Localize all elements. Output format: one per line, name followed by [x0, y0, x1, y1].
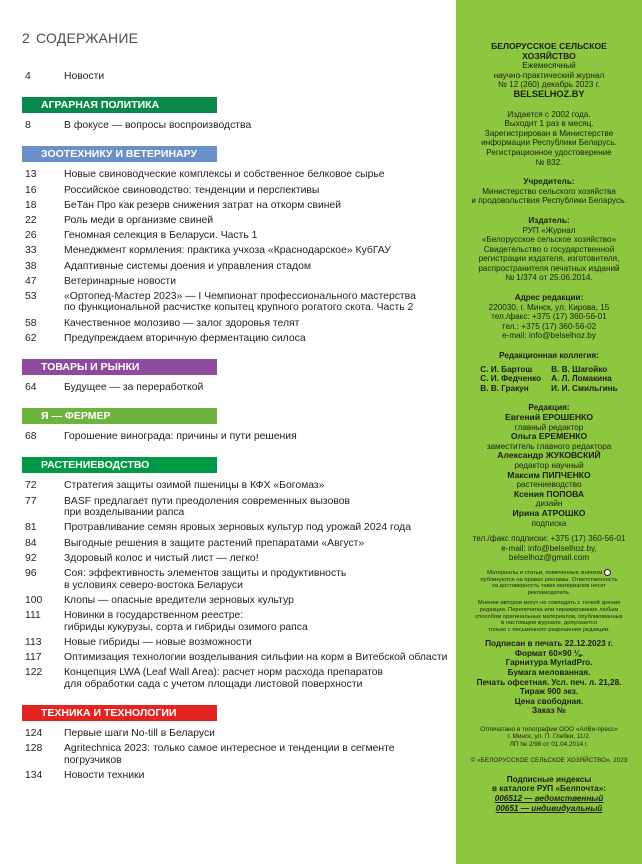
- toc-page-number: 96: [25, 567, 37, 579]
- founder-1: Министерство сельского хозяйства: [482, 186, 616, 196]
- print-date: Подписан в печать 22.12.2023 г.: [485, 639, 613, 649]
- toc-entry-line: Протравливание семян яровых зерновых культур под урожай 2024 года: [64, 522, 412, 534]
- toc-entry[interactable]: [22, 318, 450, 333]
- toc-entry-title: [64, 215, 450, 227]
- ad-note-4: рекламодатель.: [527, 589, 571, 596]
- toc-page-number: 128: [25, 743, 43, 755]
- toc-entry-line: Будущее — за переработкой: [64, 382, 204, 394]
- toc-entry-line: Менеджмент кормления: практика учхоза «Краснодарское» КубГАУ: [64, 245, 391, 257]
- disclaimer-2: редакции. Перепечатка или тиражирование любым: [479, 606, 619, 613]
- index-label-2: в каталоге РУП «Белпочта»:: [492, 784, 606, 794]
- staff-role: дизайн: [535, 499, 563, 509]
- toc-entry[interactable]: [22, 382, 450, 397]
- registration-3: Регистрационное удостоверение: [486, 147, 612, 157]
- toc-entry[interactable]: [22, 568, 450, 595]
- toc-entry-line: Agritechnica 2023: только самое интересное и тенденции в сегменте погрузчиков: [64, 743, 395, 766]
- toc-page-number: 4: [25, 71, 31, 82]
- toc-page-number: 124: [25, 727, 43, 739]
- toc-page-number: 72: [25, 480, 37, 492]
- section-header: ЗООТЕХНИКУ И ВЕТЕРИНАРУ: [22, 146, 217, 162]
- board-member: С. И. Федченко: [480, 374, 542, 384]
- toc-page-number: 84: [25, 537, 37, 549]
- email[interactable]: e-mail: info@belselhoz.by: [502, 331, 596, 341]
- staff-role: заместитель главного редактора: [486, 441, 612, 451]
- toc-entry[interactable]: [22, 276, 450, 291]
- toc-entry[interactable]: [22, 261, 450, 276]
- subscription-phone: тел./факс подписки: +375 (17) 360-56-01: [472, 534, 626, 544]
- editorial-label: Редакция:: [528, 403, 570, 413]
- toc-page-number: 18: [25, 199, 37, 211]
- toc-entry-title: [64, 610, 450, 633]
- subscription-email-1[interactable]: e-mail: info@belselhoz.by,: [501, 543, 597, 553]
- printer-3: ЛП № 2/98 от 01.04.2014 г.: [509, 740, 589, 748]
- toc-page-number: 33: [25, 245, 37, 257]
- toc-entry-line: по функциональной расчистке копытец крупного рогатого скота. Часть 2: [64, 302, 414, 314]
- toc-entry-title: [64, 770, 450, 782]
- frequency: Выходит 1 раз в месяц.: [504, 119, 594, 129]
- print-paper: Бумага мелованная.: [507, 668, 591, 678]
- toc-entry[interactable]: [22, 230, 450, 245]
- toc-entry[interactable]: [22, 770, 450, 785]
- toc-entry-line: в условиях северо-востока Беларуси: [64, 579, 243, 591]
- toc-entry[interactable]: [22, 553, 450, 568]
- disclaimer-3: способом оригинальных материалов, опубликованных: [475, 613, 623, 620]
- toc-entry[interactable]: [22, 610, 450, 637]
- toc-entry-line: Новости техники: [64, 769, 145, 781]
- board-label: Редакционная коллегия:: [499, 351, 599, 361]
- toc-page-number: 100: [25, 594, 43, 606]
- toc-entry-title: [64, 595, 450, 607]
- toc-entry-title: [64, 496, 450, 519]
- toc-page-number: 38: [25, 260, 37, 272]
- toc-entry-line: «Ортопед-Мастер 2023» — I Чемпионат профессионального мастерства: [64, 290, 416, 302]
- toc-entry[interactable]: [22, 667, 450, 694]
- toc-entry-title: [64, 169, 450, 181]
- toc-entry[interactable]: [22, 120, 450, 135]
- section-header: ТЕХНИКА И ТЕХНОЛОГИИ: [22, 705, 217, 721]
- toc-page-number: 134: [25, 769, 43, 781]
- section-header: Я — ФЕРМЕР: [22, 408, 217, 424]
- toc-entry-line: Оптимизация технологии возделывания сильфии на корм в Витебской области: [64, 651, 448, 663]
- toc-entry-line: Первые шаги No-till в Беларуси: [64, 727, 215, 739]
- toc-page-number: 81: [25, 522, 37, 534]
- toc-entry-line: Российское свиноводство: тенденции и перспективы: [64, 184, 320, 196]
- toc-page-number: 26: [25, 230, 37, 242]
- print-format: Формат 60×90 ⅛.: [514, 648, 584, 658]
- toc-page-number: 113: [25, 636, 42, 648]
- toc-entry[interactable]: [22, 291, 450, 318]
- toc-entry-title: [64, 637, 450, 649]
- phone-fax: тел./факс: +375 (17) 360-56-01: [491, 312, 607, 322]
- ad-note-1: Материалы и статьи, помеченные значком: [464, 569, 634, 577]
- page-header: [22, 30, 138, 46]
- toc-page-number: 62: [25, 332, 37, 344]
- toc-entry-title: [64, 743, 450, 766]
- board-member: С. И. Бартош: [480, 364, 533, 374]
- staff-role: редактор научный: [514, 460, 584, 470]
- address-label: Адрес редакции:: [514, 293, 584, 303]
- board-column-right: [551, 365, 618, 394]
- index-1: 006512 — ведомственный: [494, 794, 604, 804]
- toc-page-number: 77: [25, 495, 37, 507]
- disclaimer-4: в настоящем журнале, допускается: [501, 620, 597, 627]
- registration-2: информации Республики Беларусь.: [481, 138, 617, 148]
- toc-entry-line: Соя: эффективность элементов защиты и продуктивность: [64, 567, 347, 579]
- toc-entry-line: Геномная селекция в Беларуси. Часть 1: [64, 230, 258, 242]
- toc-entry-line: Концепция LWA (Leaf Wall Area): расчет норм расхода препаратов: [64, 667, 384, 679]
- copyright: © «БЕЛОРУССКОЕ СЕЛЬСКОЕ ХОЗЯЙСТВО», 2023: [470, 757, 628, 765]
- toc-entry-line: BASF предлагает пути преодоления современных вызовов: [64, 495, 351, 507]
- magazine-type: Ежемесячный: [522, 61, 576, 71]
- toc-page-number: 22: [25, 214, 37, 226]
- toc-entry-title: [64, 382, 450, 394]
- section-header: РАСТЕНИЕВОДСТВО: [22, 457, 217, 473]
- disclaimer-5: только с письменного разрешения редакции.: [488, 626, 610, 633]
- section-header: АГРАРНАЯ ПОЛИТИКА: [22, 97, 217, 113]
- toc-page-number: 8: [25, 120, 31, 132]
- toc-entry[interactable]: [22, 595, 450, 610]
- toc-entry-line: Предупреждаем вторичную ферментацию силоса: [64, 332, 306, 344]
- index-label-1: Подписные индексы: [506, 774, 592, 784]
- website[interactable]: BELSELHOZ.BY: [513, 88, 585, 99]
- toc-page-number: 58: [25, 317, 37, 329]
- address: 220030, г. Минск, ул. Кирова, 15: [488, 302, 610, 312]
- staff-name: Евгений ЕРОШЕНКО: [504, 412, 594, 422]
- certificate-2: регистрации издателя, изготовителя,: [478, 254, 620, 264]
- toc-entry-line: Новости: [64, 71, 105, 82]
- toc-entry-line: гибриды кукурузы, сорта и гибриды озимого рапса: [64, 621, 308, 633]
- disclaimer-1: Мнение авторов могут не совпадать с точкой зрения: [477, 600, 621, 607]
- toc-page-number: 122: [25, 667, 43, 679]
- board-member: В. В. Гракун: [480, 383, 529, 393]
- toc-entry-title: [64, 230, 450, 242]
- staff-name: Ирина АТРОШКО: [512, 507, 586, 518]
- toc-entry-line: БеТан Про как резерв снижения затрат на откорм свиней: [64, 199, 342, 211]
- toc-entry[interactable]: [22, 728, 450, 743]
- staff-name: Ксения ПОПОВА: [513, 488, 585, 499]
- toc-entry[interactable]: [22, 431, 450, 446]
- masthead-sidebar: [456, 0, 642, 864]
- founder-2: и продовольствия Республики Беларусь.: [471, 196, 627, 206]
- section-header: ТОВАРЫ И РЫНКИ: [22, 359, 217, 375]
- toc-entry[interactable]: [22, 169, 450, 184]
- toc-entry[interactable]: [22, 496, 450, 523]
- toc-entry[interactable]: [22, 215, 450, 230]
- toc-entry-line: Адаптивные системы доения и управления стадом: [64, 260, 311, 272]
- toc-entry-line: для обработки сада с учетом площади листовой поверхности: [64, 678, 363, 690]
- index-2: 00651 — индивидуальный: [495, 803, 603, 813]
- toc-entry-title: [64, 185, 450, 197]
- toc-entry-line: Новые гибриды — новые возможности: [64, 636, 252, 648]
- subscription-email-2[interactable]: belselhoz@gmail.com: [508, 553, 590, 563]
- board-member: В. В. Шагойко: [551, 364, 608, 374]
- ad-note-2: публикуются на правах рекламы. Ответственность: [480, 576, 618, 583]
- toc-entry-line: Горошение винограда: причины и пути решения: [64, 431, 297, 443]
- toc-entry-title: [64, 71, 450, 83]
- toc-entry-title: [64, 522, 450, 534]
- ad-marker-icon: [604, 569, 611, 576]
- toc-entry-title: [64, 480, 450, 492]
- toc-entry-title: [64, 553, 450, 565]
- toc-entry[interactable]: [22, 652, 450, 667]
- toc-page-number: 64: [25, 382, 37, 394]
- since-year: Издается с 2002 года.: [507, 109, 591, 119]
- certificate-1: Свидетельство о государственной: [483, 244, 615, 254]
- certificate-4: № 1/374 от 25.06.2014.: [505, 273, 593, 283]
- toc-entry[interactable]: [22, 245, 450, 260]
- registration-4: № 832.: [535, 157, 563, 167]
- toc-entry[interactable]: [22, 538, 450, 553]
- ad-note-3: за достоверность таких материалов несет: [492, 583, 606, 590]
- issue-info: № 12 (260) декабрь 2023 г.: [497, 80, 600, 90]
- phone: тел.: +375 (17) 360-56-02: [501, 321, 597, 331]
- print-typeface: Гарнитура MyriadPro.: [505, 658, 593, 668]
- toc-entry-title: [64, 568, 450, 591]
- staff-role: растениеводство: [516, 480, 582, 490]
- magazine-type-2: научно-практический журнал: [493, 70, 605, 80]
- toc-entry-title: [64, 200, 450, 212]
- publisher-1: РУП «Журнал: [522, 225, 576, 235]
- toc-entry[interactable]: [22, 185, 450, 200]
- toc-entry-title: [64, 333, 450, 345]
- toc-entry-title: [64, 728, 450, 740]
- toc-entry[interactable]: [22, 637, 450, 652]
- toc-entry[interactable]: [22, 743, 450, 770]
- toc-entry-title: [64, 276, 450, 288]
- founder-label: Учредитель:: [523, 177, 575, 187]
- board-column-left: [480, 365, 541, 394]
- print-price: Цена свободная.: [514, 696, 584, 706]
- page-title: СОДЕРЖАНИЕ: [36, 30, 139, 46]
- toc-page-number: 16: [25, 184, 37, 196]
- publisher-2: «Белорусское сельское хозяйство»: [481, 235, 617, 245]
- toc-entry-title: [64, 431, 450, 443]
- toc-page-number: 13: [25, 169, 37, 181]
- toc-entry-title: [64, 120, 450, 132]
- magazine-name: БЕЛОРУССКОЕ СЕЛЬСКОЕ ХОЗЯЙСТВО: [491, 41, 607, 61]
- certificate-3: распространителя печатных изданий: [478, 263, 620, 273]
- toc-entry-title: [64, 538, 450, 550]
- toc-entry-line: Качественное молозиво — залог здоровья телят: [64, 317, 300, 329]
- toc-page-number: 53: [25, 290, 37, 302]
- print-order: Заказ №: [532, 706, 566, 716]
- toc-entry-line: В фокусе — вопросы воспроизводства: [64, 120, 252, 132]
- toc-entry-line: Здоровый колос и чистый лист — легко!: [64, 552, 259, 564]
- toc-entry-title: [64, 261, 450, 273]
- toc-entry-title: [64, 291, 450, 314]
- staff-name: Максим ПИПЧЕНКО: [507, 469, 591, 480]
- toc-entry[interactable]: [22, 200, 450, 215]
- toc-entry[interactable]: [22, 333, 450, 348]
- toc-entry-title: [64, 652, 450, 664]
- toc-entry[interactable]: [22, 522, 450, 537]
- toc-entry[interactable]: [22, 71, 450, 86]
- printer-1: Отпечатано в типографии ООО «АлВи-пресс»: [480, 726, 618, 734]
- toc-page-number: 68: [25, 431, 37, 443]
- publisher-label: Издатель:: [528, 215, 570, 225]
- toc-entry-line: Новые свиноводческие комплексы и собственное белковое сырье: [64, 169, 385, 181]
- toc-page-number: 92: [25, 552, 37, 564]
- toc-entry-line: Ветеринарные новости: [64, 275, 176, 287]
- toc-entry-line: Роль меди в организме свиней: [64, 214, 214, 226]
- print-method: Печать офсетная. Усл. печ. л. 21,28.: [476, 677, 622, 687]
- toc-entry[interactable]: [22, 480, 450, 495]
- staff-role: подписка: [531, 518, 567, 528]
- toc-entry-line: Новинки в государственном реестре:: [64, 609, 244, 621]
- toc-entry-title: [64, 245, 450, 257]
- print-run: Тираж 900 экз.: [519, 687, 579, 697]
- board-member: А. Л. Ломакина: [551, 374, 612, 384]
- toc-entry-title: [64, 318, 450, 330]
- board-member: И. И. Смильгинь: [551, 383, 618, 393]
- printer-2: г. Минск, ул. П. Глебки, 11/2.: [507, 733, 591, 741]
- staff-name: Александр ЖУКОВСКИЙ: [497, 450, 601, 461]
- registration-1: Зарегистрирован в Министерстве: [484, 128, 614, 138]
- board-list: [464, 365, 634, 394]
- staff-name: Ольга ЕРЕМЕНКО: [510, 431, 588, 442]
- toc-entry-line: Выгодные решения в защите растений препаратами «Август»: [64, 537, 365, 549]
- toc-entry-title: [64, 667, 450, 690]
- table-of-contents: [22, 71, 450, 785]
- staff-role: главный редактор: [514, 422, 584, 432]
- page-number: 2: [22, 30, 30, 46]
- toc-entry-line: при возделывании рапса: [64, 507, 185, 519]
- toc-page-number: 47: [25, 275, 37, 287]
- toc-entry-line: Стратегия защиты озимой пшеницы в КФХ «Богомаз»: [64, 480, 325, 492]
- toc-page-number: 111: [25, 609, 41, 621]
- toc-entry-line: Клопы — опасные вредители зерновых культур: [64, 594, 294, 606]
- toc-page-number: 117: [25, 651, 42, 663]
